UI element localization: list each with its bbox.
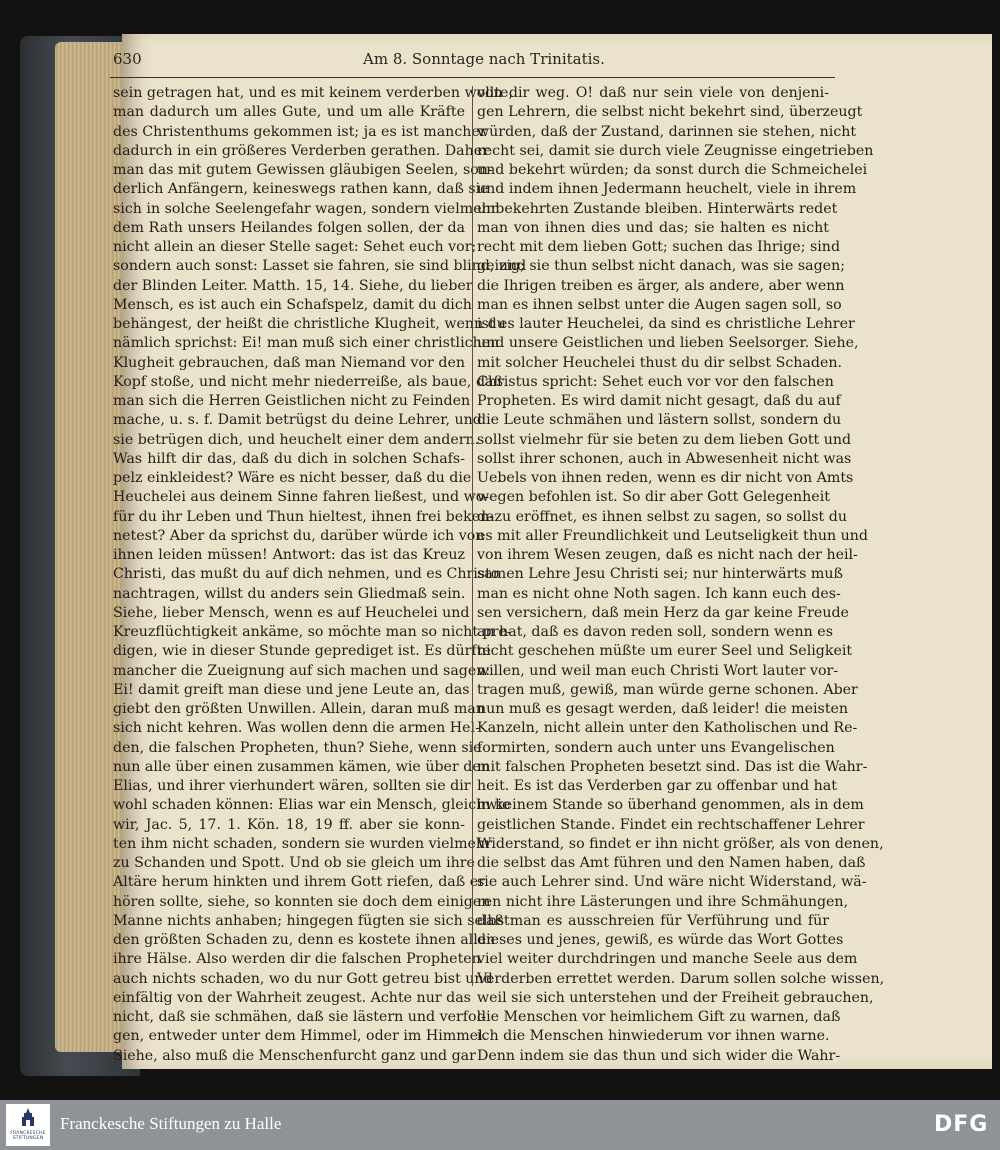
text-line: die selbst das Amt führen und den Namen haben, daß (477, 855, 866, 871)
text-line: derlich Anfängern, keineswegs rathen kann, daß sie (113, 181, 489, 198)
text-line: heit. Es ist das Verderben gar zu offenbar und hat (477, 778, 837, 794)
text-line: Uebels von ihnen reden, wenn es dir nicht von Amts (477, 470, 854, 486)
text-line: mit falschen Propheten besetzt sind. Das ist die Wahr- (477, 758, 868, 775)
text-line: Klugheit gebrauchen, daß man Niemand vor den (113, 354, 465, 371)
right-column (477, 84, 885, 1066)
footer-bar (0, 1100, 1000, 1150)
text-line: willen, und weil man euch Christi Wort lauter vor- (477, 662, 839, 679)
text-line: den, die falschen Propheten, thun? Siehe, wenn sie (113, 739, 482, 756)
text-line: unbekehrten Zustande bleiben. Hinterwärts redet (477, 200, 838, 217)
text-line: gen, entweder unter dem Himmel, oder im Himmel. (113, 1028, 488, 1045)
text-line: pelz einkleidest? Wäre es nicht besser, daß du die (113, 470, 472, 486)
text-line: mache, u. s. f. Damit betrügst du deine Lehrer, und (113, 412, 482, 429)
logo-text-line: STIFTUNGEN (12, 1136, 44, 1141)
text-line: für du ihr Leben und Thun hieltest, ihnen frei beken- (113, 508, 495, 525)
text-line: mancher die Zueignung auf sich machen und sagen: (113, 662, 491, 679)
text-line: Denn indem sie das thun und sich wider die Wahr- (477, 1047, 841, 1064)
text-line: wohl schaden können: Elias war ein Mensch, gleichwie (113, 797, 511, 814)
text-line: von ihrem Wesen zeugen, daß es nicht nach der heil- (477, 547, 858, 563)
text-line: recht sei, damit sie durch viele Zeugnisse eingetrieben (477, 142, 874, 159)
text-line: es mit aller Freundlichkeit und Leutseligkeit thun und (477, 527, 868, 544)
text-line: in keinem Stande so überhand genommen, als in dem (477, 797, 864, 814)
text-line: ich die Menschen hinwiederum vor ihnen warne. (477, 1028, 830, 1045)
text-line: Verderben errettet werden. Darum sollen solche wissen, (477, 970, 885, 987)
text-line: man das mit gutem Gewissen gläubigen Seelen, son- (113, 162, 493, 178)
text-line: der Blinden Leiter. Matth. 15, 14. Siehe, du lieber (113, 277, 473, 294)
text-line: nun alle über einen zusammen kämen, wie über den (113, 758, 490, 775)
text-line: auch nichts schaden, wo du nur Gott getreu bist und (113, 970, 493, 987)
text-line: giebt den größten Unwillen. Allein, daran muß man (113, 701, 485, 717)
text-line: und unsere Geistlichen und lieben Seelsorger. Siehe, (477, 335, 859, 352)
text-line: hören sollte, siehe, so konnten sie doch dem einigen (113, 893, 491, 910)
text-line: man dadurch um alles Gute, und um alle Kräfte (113, 104, 465, 121)
text-line: nämlich sprichst: Ei! man muß sich einer christlichen (113, 335, 500, 352)
text-line: mit solcher Heuchelei thust du dir selbst Schaden. (477, 354, 842, 371)
text-line: man es nicht ohne Noth sagen. Ich kann euch des- (477, 585, 841, 602)
text-line: sen versichern, daß mein Herz da gar keine Freude (477, 604, 849, 621)
text-line: zu Schanden und Spott. Und ob sie gleich um ihre (113, 855, 475, 871)
text-line: dazu eröffnet, es ihnen selbst zu sagen, so sollst du (477, 508, 847, 525)
text-line: nun muß es gesagt werden, daß leider! die meisten (477, 701, 849, 717)
text-line: Siehe, also muß die Menschenfurcht ganz und gar (113, 1047, 476, 1064)
page-number: 630 (113, 50, 142, 68)
text-line: den größten Schaden zu, denn es kostete ihnen allen (113, 932, 496, 948)
text-line: nachtragen, willst du anders sein Gliedmaß sein. (113, 585, 466, 602)
text-line: und bekehrt würden; da sonst durch die Schmeichelei (477, 162, 868, 178)
text-line: an hat, daß es davon reden soll, sondern wenn es (477, 624, 833, 640)
text-line: sie auch Lehrer sind. Und wäre nicht Widerstand, wä- (477, 874, 867, 891)
text-line: geistlichen Stande. Findet ein rechtschaffener Lehrer (477, 816, 865, 833)
text-line: viel weiter durchdringen und manche Seele aus dem (477, 951, 858, 968)
text-line: Elias, und ihrer vierhundert wären, sollten sie dir (113, 778, 471, 794)
text-line: ren nicht ihre Lästerungen und ihre Schmähungen, (477, 893, 849, 910)
text-line: dadurch in ein größeres Verderben gerathen. Daher (113, 142, 489, 159)
text-line: Mensch, es ist auch ein Schafspelz, damit du dich (113, 296, 472, 313)
text-line: man es ihnen selbst unter die Augen sagen soll, so (477, 296, 842, 313)
text-line: formirten, sondern auch unter uns Evangelischen (477, 739, 835, 756)
text-line: Kopf stoße, und nicht mehr niederreiße, als baue, daß (113, 373, 503, 390)
text-line: sich in solche Seelengefahr wagen, sondern vielmehr (113, 200, 498, 217)
running-title: Am 8. Sonntage nach Trinitatis. (363, 50, 605, 68)
text-line: recht mit dem lieben Gott; suchen das Ihrige; sind (477, 239, 841, 255)
building-emblem-icon (21, 1108, 35, 1128)
text-line: digen, wie in dieser Stunde geprediget ist. Es dürfte (113, 643, 491, 660)
text-line: Siehe, lieber Mensch, wenn es auf Heuchelei und (113, 604, 470, 621)
text-line: nicht allein an dieser Stelle saget: Sehet euch vor; (113, 239, 477, 255)
logo-text (6, 1131, 50, 1141)
text-line: dem Rath unsers Heilandes folgen sollen, der da (113, 219, 465, 236)
text-line: die Leute schmähen und lästern sollst, sondern du (477, 412, 842, 429)
text-line: sondern auch sonst: Lasset sie fahren, sie sind blind, und (113, 258, 527, 275)
text-line: des Christenthums gekommen ist; ja es ist mancher (113, 123, 487, 140)
text-line: die Ihrigen treiben es ärger, als andere, aber wenn (477, 277, 845, 294)
text-line: Was hilft dir das, daß du dich in solchen Schafs- (113, 450, 465, 467)
text-line: Christi, das mußt du auf dich nehmen, und es Christo (113, 566, 500, 583)
column-divider (472, 86, 473, 986)
text-line: sie betrügen dich, und heuchelt einer dem andern. (113, 431, 480, 448)
text-line: wir, Jac. 5, 17. 1. Kön. 18, 19 ff. aber sie konn- (113, 816, 465, 833)
text-line: nicht, daß sie schmähen, daß sie lästern und verfol- (113, 1009, 486, 1025)
header-rule (110, 77, 835, 78)
text-line: einfältig von der Wahrheit zeugest. Achte nur das (113, 989, 471, 1006)
left-column (113, 84, 527, 1066)
dfg-logo[interactable]: DFG (934, 1112, 989, 1137)
text-line: Widerstand, so findet er ihn nicht größer, als von denen, (477, 835, 884, 852)
text-line: behängest, der heißt die christliche Klugheit, wenn du (113, 316, 506, 332)
text-line: netest? Aber da sprichst du, darüber würde ich von (113, 527, 485, 544)
text-line: sollst ihrer schonen, auch in Abwesenheit nicht was (477, 450, 852, 467)
text-line: gen Lehrern, die selbst nicht bekehrt sind, überzeugt (477, 104, 863, 121)
text-line: ten ihm nicht schaden, sondern sie wurden vielmehr (113, 835, 492, 852)
text-line: daß man es ausschreien für Verführung und für (477, 912, 829, 929)
text-line: Propheten. Es wird damit nicht gesagt, daß du auf (477, 393, 841, 409)
text-line: von dir weg. O! daß nur sein viele von denjeni- (477, 85, 829, 101)
page-header (113, 50, 831, 76)
text-line: geizig; sie thun selbst nicht danach, was sie sagen; (477, 258, 845, 275)
text-line: Altäre herum hinkten und ihrem Gott riefen, daß er (113, 874, 485, 891)
text-line: sich nicht kehren. Was wollen denn die armen Hel- (113, 720, 480, 737)
text-line: Kanzeln, nicht allein unter den Katholischen und Re- (477, 720, 858, 737)
text-line: Manne nichts anhaben; hingegen fügten sie sich selbst (113, 912, 510, 929)
text-line: nicht geschehen müßte um eurer Seel und Seligkeit (477, 643, 853, 660)
logo-text-line: FRANCKESCHE (10, 1131, 46, 1136)
text-line: man von ihnen dies und das; sie halten es nicht (477, 219, 829, 236)
text-line: tragen muß, gewiß, man würde gerne schonen. Aber (477, 681, 858, 698)
text-line: dieses und jenes, gewiß, es würde das Wort Gottes (477, 932, 844, 948)
text-line: sein getragen hat, und es mit keinem verderben wollte, (113, 85, 513, 101)
text-line: ihnen leiden müssen! Antwort: das ist das Kreuz (113, 547, 465, 563)
text-line: würden, daß der Zustand, darinnen sie stehen, nicht (477, 123, 857, 140)
text-line: die Menschen vor heimlichem Gift zu warnen, daß (477, 1009, 841, 1025)
text-line: Christus spricht: Sehet euch vor vor den falschen (477, 373, 834, 390)
text-line: ist es lauter Heuchelei, da sind es christliche Lehrer (477, 316, 855, 332)
text-line: Ei! damit greift man diese und jene Leute an, das (113, 681, 470, 698)
text-line: wegen befohlen ist. So dir aber Gott Gelegenheit (477, 489, 830, 506)
franckesche-logo[interactable] (6, 1104, 50, 1146)
institution-name[interactable]: Franckesche Stiftungen zu Halle (60, 1114, 282, 1133)
text-line: weil sie sich unterstehen und der Freiheit gebrauchen, (477, 989, 874, 1006)
text-line: Kreuzflüchtigkeit ankäme, so möchte man so nicht pre- (113, 624, 512, 640)
text-line: Heuchelei aus deinem Sinne fahren ließest, und wo- (113, 489, 490, 506)
text-line: samen Lehre Jesu Christi sei; nur hinterwärts muß (477, 566, 843, 583)
text-line: sollst vielmehr für sie beten zu dem lieben Gott und (477, 431, 852, 448)
text-line: man sich die Herren Geistlichen nicht zu Feinden (113, 393, 471, 409)
text-line: und indem ihnen Jedermann heuchelt, viele in ihrem (477, 181, 857, 198)
text-line: ihre Hälse. Also werden dir die falschen Propheten (113, 951, 481, 968)
